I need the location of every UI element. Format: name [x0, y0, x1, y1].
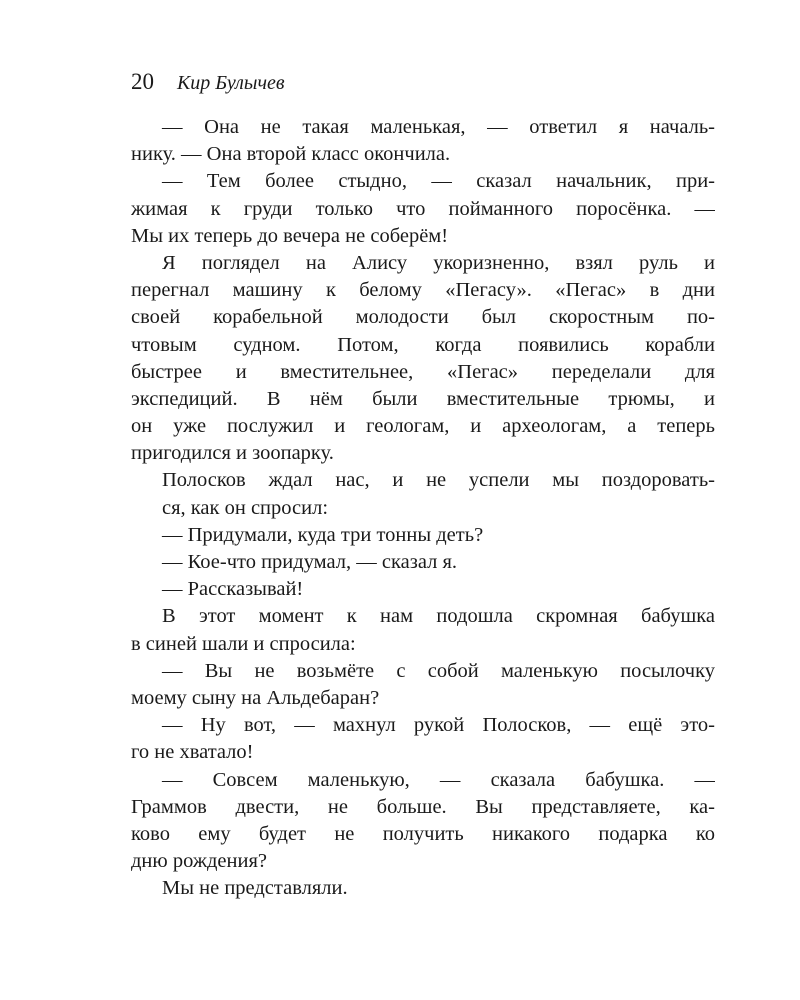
running-header [131, 68, 285, 97]
text-line: жимая к груди только что пойманного поросёнка. — [131, 197, 715, 220]
text-line: нику. — Она второй класс окончила. [131, 143, 451, 166]
text-line: Полосков ждал нас, и не успели мы поздоровать- [162, 469, 715, 492]
author-name: Кир Булычев [177, 72, 285, 94]
text-line: перегнал машину к белому «Пегасу». «Пегас» в дни [131, 279, 715, 302]
text-line: он уже послужил и геологам, и археологам, а теперь [131, 415, 715, 438]
text-line: — Ну вот, — махнул рукой Полосков, — ещё это- [162, 714, 715, 737]
text-line: Граммов двести, не больше. Вы представляете, ка- [131, 795, 715, 818]
text-line: — Придумали, куда три тонны деть? [162, 523, 484, 546]
text-line: экспедиций. В нём были вместительные трюмы, и [131, 387, 715, 410]
text-line: — Она не такая маленькая, — ответил я началь- [162, 116, 715, 138]
page-number: 20 [131, 69, 154, 94]
body-text [131, 114, 715, 902]
text-line: быстрее и вместительнее, «Пегас» переделали для [131, 360, 715, 383]
text-line: В этот момент к нам подошла скромная бабушка [162, 605, 715, 628]
text-line: своей корабельной молодости был скоростным по- [131, 306, 715, 329]
text-line: го не хватало! [131, 741, 254, 764]
text-line: — Вы не возьмёте с собой маленькую посылочку [162, 659, 715, 682]
text-line: — Совсем маленькую, — сказала бабушка. — [162, 768, 715, 791]
text-line: Мы не представляли. [162, 877, 348, 900]
text-line: дню рождения? [131, 850, 267, 873]
text-line: Мы их теперь до вечера не соберём! [131, 224, 449, 247]
text-line: пригодился и зоопарку. [131, 442, 334, 465]
text-line: — Рассказывай! [162, 578, 304, 601]
text-line: ково ему будет не получить никакого подарка ко [131, 822, 715, 845]
text-line: Я поглядел на Алису укоризненно, взял руль и [162, 251, 715, 274]
text-line: — Тем более стыдно, — сказал начальник, при- [162, 170, 715, 193]
text-line: моему сыну на Альдебаран? [131, 686, 380, 709]
text-line: чтовым судном. Потом, когда появились корабли [131, 333, 715, 356]
text-line: — Кое-что придумал, — сказал я. [162, 551, 458, 573]
text-line: в синей шали и спросила: [131, 632, 356, 655]
text-line: ся, как он спросил: [162, 496, 329, 519]
